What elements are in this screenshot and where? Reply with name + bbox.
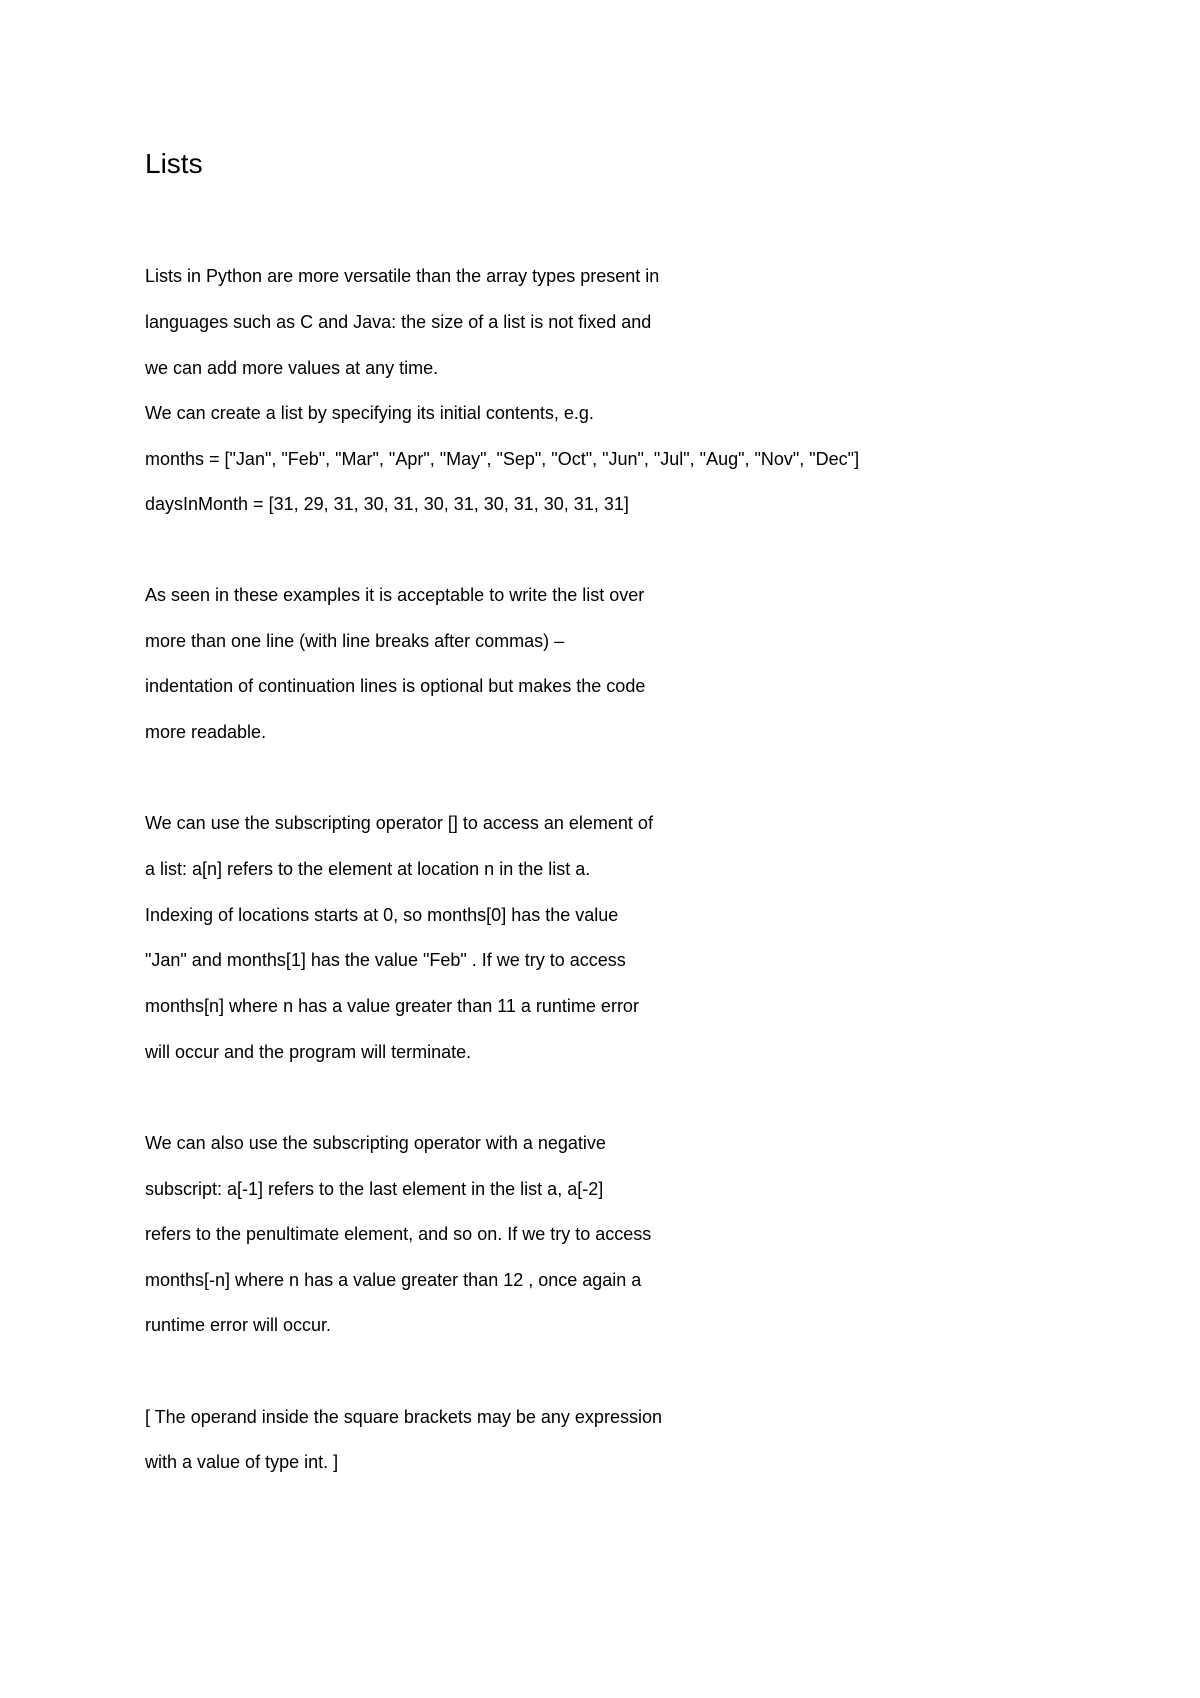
paragraph-4-line-5: runtime error will occur. [145, 1315, 332, 1335]
paragraph-3-line-2: a list: a[n] refers to the element at location n in the list a. [145, 859, 591, 879]
code-days-in-month-list: daysInMonth = [31, 29, 31, 30, 31, 30, 31, 30, 31, 30, 31, 31] [145, 494, 629, 514]
paragraph-4-line-4: months[-n] where n has a value greater than 12 , once again a [145, 1270, 642, 1290]
paragraph-3-line-5: months[n] where n has a value greater than 11 a runtime error [145, 996, 639, 1016]
paragraph-2-line-1: As seen in these examples it is acceptable to write the list over [145, 585, 645, 605]
paragraph-1-line-4: We can create a list by specifying its initial contents, e.g. [145, 403, 594, 423]
paragraph-5-line-1: [ The operand inside the square brackets may be any expression [145, 1407, 662, 1427]
paragraph-1-line-1: Lists in Python are more versatile than the array types present in [145, 266, 660, 286]
paragraph-4-line-2: subscript: a[-1] refers to the last element in the list a, a[-2] [145, 1179, 604, 1199]
paragraph-3-line-4: "Jan" and months[1] has the value "Feb" . If we try to access [145, 950, 626, 970]
paragraph-2-line-2: more than one line (with line breaks after commas) – [145, 631, 565, 651]
paragraph-5-line-2: with a value of type int. ] [145, 1452, 339, 1472]
page-title: Lists [145, 148, 203, 179]
paragraph-3-line-6: will occur and the program will terminate. [145, 1042, 472, 1062]
paragraph-2-line-3: indentation of continuation lines is optional but makes the code [145, 676, 646, 696]
paragraph-1-line-2: languages such as C and Java: the size of a list is not fixed and [145, 312, 652, 332]
paragraph-4-line-1: We can also use the subscripting operator with a negative [145, 1133, 606, 1153]
paragraph-3-line-3: Indexing of locations starts at 0, so months[0] has the value [145, 905, 619, 925]
paragraph-3-line-1: We can use the subscripting operator [] to access an element of [145, 813, 653, 833]
paragraph-4-line-3: refers to the penultimate element, and so on. If we try to access [145, 1224, 652, 1244]
paragraph-1-line-3: we can add more values at any time. [145, 358, 439, 378]
paragraph-2-line-4: more readable. [145, 722, 267, 742]
code-months-list: months = ["Jan", "Feb", "Mar", "Apr", "May", "Sep", "Oct", "Jun", "Jul", "Aug", "Nov", "Dec"] [145, 449, 860, 469]
